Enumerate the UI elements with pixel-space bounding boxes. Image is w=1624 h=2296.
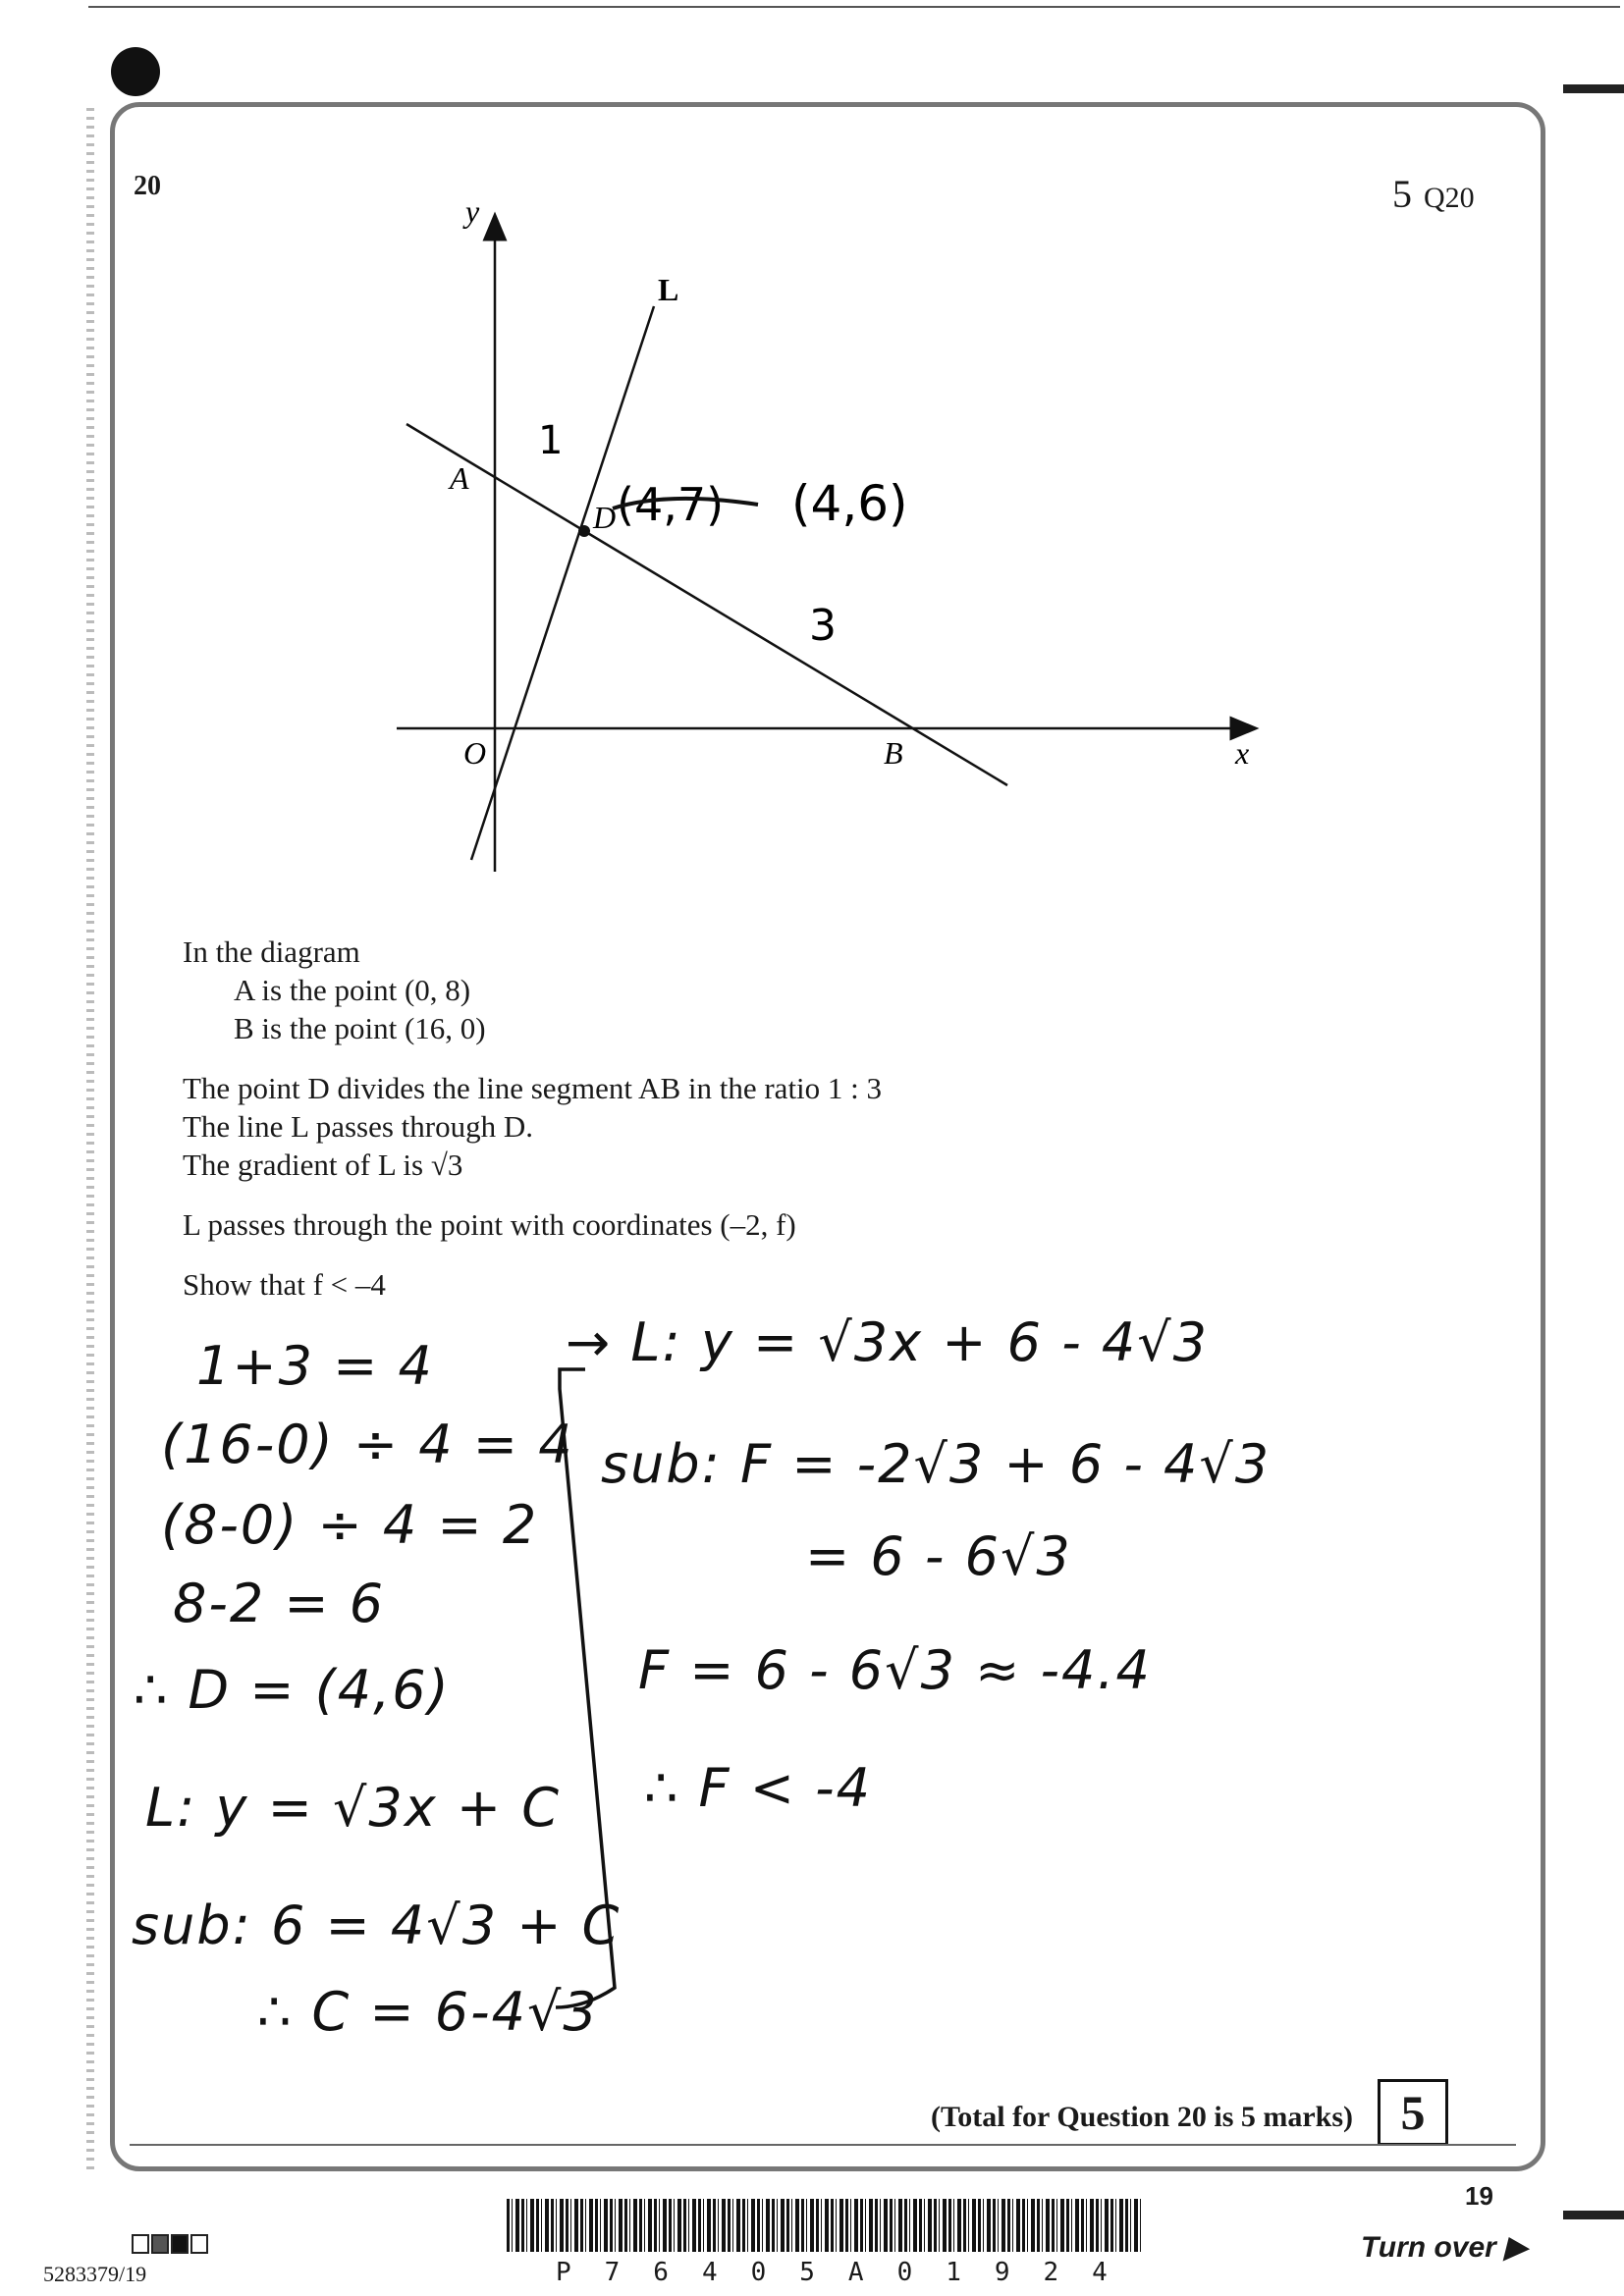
registration-mark (111, 47, 160, 96)
working-step-2: (16-0) ÷ 4 = 4 (161, 1414, 574, 1475)
point-d-label: D (593, 500, 617, 535)
question-end-rule (130, 2144, 1516, 2146)
working-right-4: F = 6 - 6√3 ≈ -4.4 (638, 1639, 1152, 1701)
working-step-7: sub: 6 = 4√3 + C (132, 1895, 622, 1956)
total-marks-line: (Total for Question 20 is 5 marks) (931, 2101, 1354, 2133)
margin-border (86, 108, 94, 2169)
question-text (183, 933, 1066, 1304)
working-step-4: 8-2 = 6 (173, 1573, 386, 1634)
ratio-line: The point D divides the line segment AB in the ratio 1 : 3 (183, 1071, 883, 1105)
question-number: 20 (134, 171, 161, 201)
question-ref: Q20 (1424, 182, 1475, 214)
working-right-5: ∴ F < -4 (644, 1757, 872, 1819)
marks-awarded: 5 (1392, 172, 1412, 216)
crossed-out-coordinates: (4,7) (617, 478, 725, 531)
x-axis-label: x (1235, 735, 1250, 771)
working-right-3: = 6 - 6√3 (805, 1525, 1072, 1587)
working-step-5: ∴ D = (4,6) (134, 1659, 451, 1721)
barcode-text: P76405A01924 (556, 2258, 1141, 2287)
working-step-3: (8-0) ÷ 4 = 2 (161, 1494, 539, 1556)
page-number: 19 (1465, 2181, 1493, 2211)
task-line: Show that f < –4 (183, 1267, 386, 1302)
gradient-line (183, 1146, 1066, 1184)
ratio-3-annotation: 3 (809, 601, 837, 651)
point-b-label: B (884, 735, 903, 771)
ratio-1-annotation: 1 (538, 418, 564, 463)
line-l (471, 306, 654, 860)
barcode (507, 2199, 1141, 2252)
gradient-text: The gradient of L is (183, 1148, 424, 1182)
point-f-line: L passes through the point with coordinates (–2, f) (183, 1207, 796, 1242)
y-axis-label: y (465, 196, 480, 229)
working-step-6: L: y = √3x + C (145, 1777, 561, 1839)
working-right-1: → L: y = √3x + 6 - 4√3 (566, 1311, 1209, 1373)
intro-line: In the diagram (183, 934, 360, 969)
point-b-line: B is the point (16, 0) (234, 1011, 486, 1045)
grid-marker (132, 2234, 210, 2259)
edge-mark-bottom (1563, 2211, 1624, 2219)
gradient-value: √3 (430, 1148, 463, 1182)
point-d (578, 525, 590, 537)
point-a-line: A is the point (0, 8) (234, 973, 471, 1007)
script-code: 5283379/19 (43, 2262, 147, 2286)
turn-over-label: Turn over ▶ (1361, 2231, 1528, 2264)
coordinate-diagram (373, 196, 1316, 903)
working-step-8: ∴ C = 6-4√3 (257, 1981, 599, 2043)
edge-mark-top (1563, 84, 1624, 93)
working-step-1: 1+3 = 4 (196, 1335, 434, 1397)
top-rule (88, 6, 1620, 8)
point-a-label: A (450, 460, 469, 496)
line-l-label: L (658, 272, 679, 307)
line-l-through-d: The line L passes through D. (183, 1109, 533, 1144)
origin-label: O (463, 735, 487, 771)
total-marks-box: 5 (1378, 2079, 1448, 2146)
handwritten-coordinates: (4,6) (791, 475, 908, 532)
working-right-2: sub: F = -2√3 + 6 - 4√3 (601, 1433, 1272, 1495)
marks-annotation (1392, 171, 1475, 217)
